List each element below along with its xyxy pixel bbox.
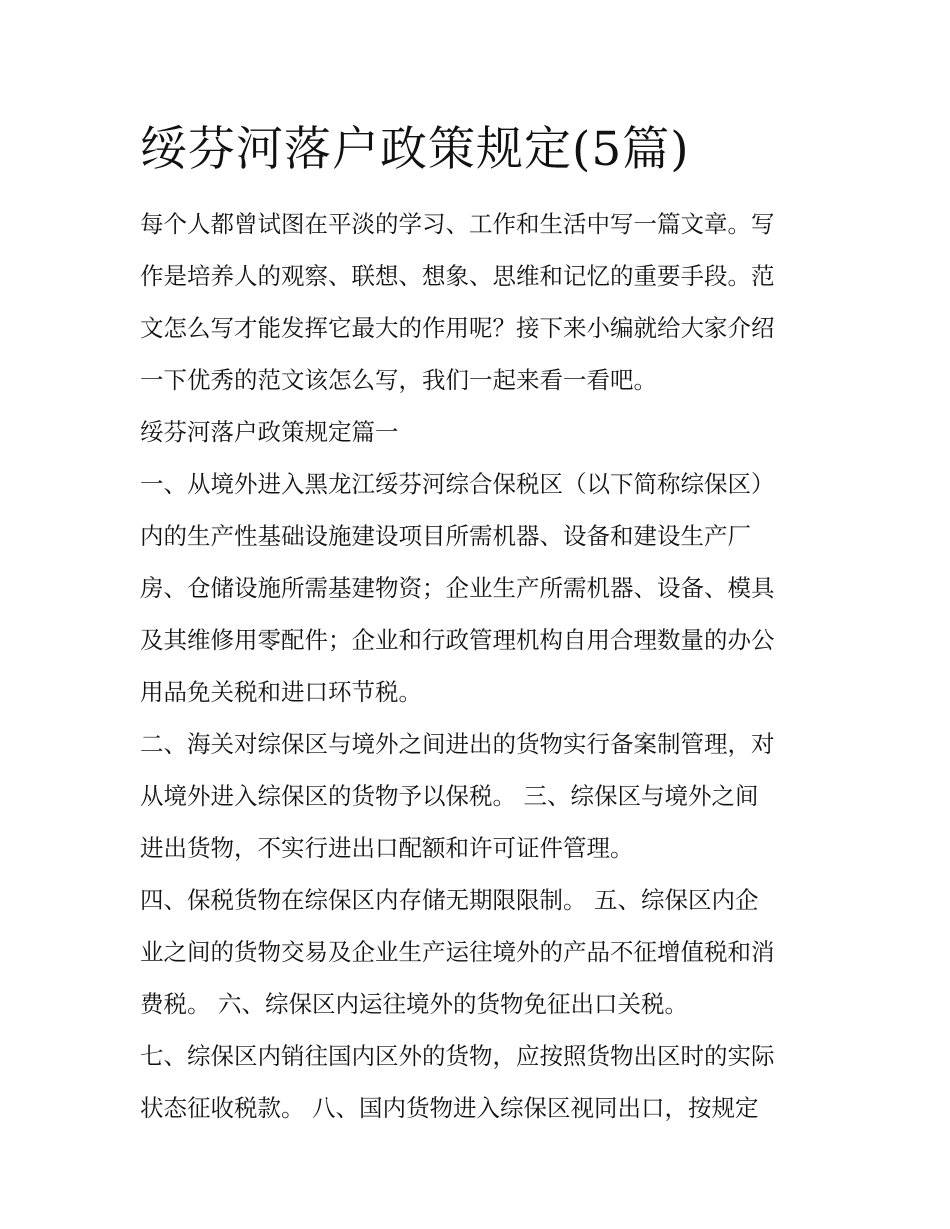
text-line: 状态征收税款。 八、国内货物进入综保区视同出口，按规定	[140, 1094, 759, 1122]
text-line: 七、综保区内销往国内区外的货物，应按照货物出区时的实际	[140, 1042, 775, 1070]
document-body	[140, 198, 812, 1134]
text-line: 及其维修用零配件；企业和行政管理机构自用合理数量的办公	[140, 626, 775, 654]
text-line: 作是培养人的观察、联想、想象、思维和记忆的重要手段。范	[140, 262, 775, 290]
text-line: 每个人都曾试图在平淡的学习、工作和生活中写一篇文章。写	[140, 210, 775, 238]
text-line: 从境外进入综保区的货物予以保税。 三、综保区与境外之间	[140, 782, 759, 810]
text-line: 一、从境外进入黑龙江绥芬河综合保税区（以下简称综保区）	[140, 470, 775, 498]
text-line: 一下优秀的范文该怎么写，我们一起来看一看吧。	[140, 366, 657, 394]
text-line: 业之间的货物交易及企业生产运往境外的产品不征增值税和消	[140, 938, 775, 966]
section-heading: 绥芬河落户政策规定篇一	[140, 418, 399, 446]
text-line: 四、保税货物在综保区内存储无期限限制。 五、综保区内企	[140, 886, 759, 914]
text-line: 房、仓储设施所需基建物资；企业生产所需机器、设备、模具	[140, 574, 775, 602]
text-line: 费税。 六、综保区内运往境外的货物免征出口关税。	[140, 990, 688, 1018]
document-title: 绥芬河落户政策规定(5篇)	[140, 122, 690, 177]
text-line: 进出货物，不实行进出口配额和许可证件管理。	[140, 834, 634, 862]
text-line: 内的生产性基础设施建设项目所需机器、设备和建设生产厂	[140, 522, 751, 550]
text-line: 用品免关税和进口环节税。	[140, 678, 422, 706]
text-line: 文怎么写才能发挥它最大的作用呢？接下来小编就给大家介绍	[140, 314, 775, 342]
text-line: 二、海关对综保区与境外之间进出的货物实行备案制管理，对	[140, 730, 775, 758]
